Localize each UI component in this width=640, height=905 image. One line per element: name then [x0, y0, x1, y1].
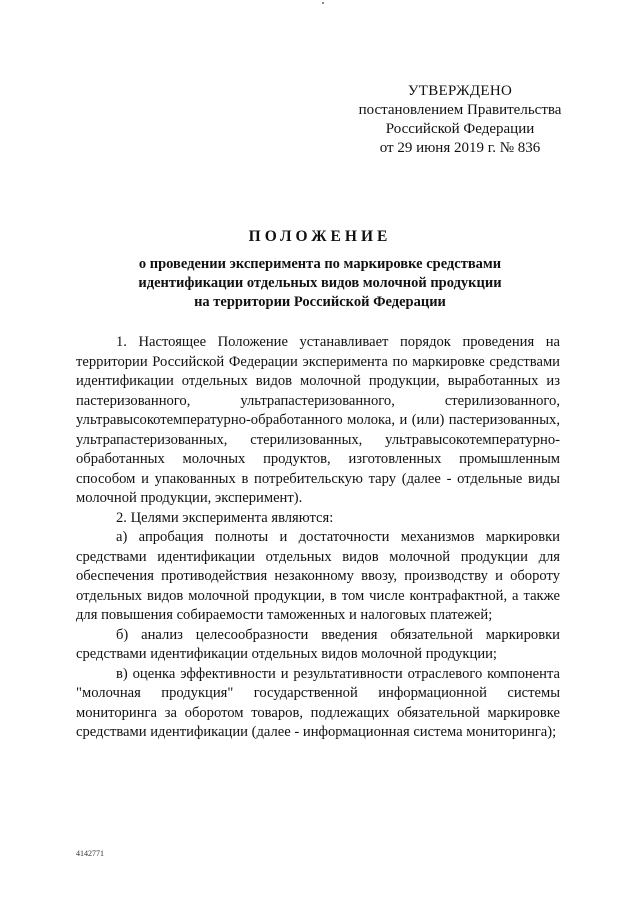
paragraph-1: 1. Настоящее Положение устанавливает порядок проведения на территории Российской Федерации эксперимента по маркировке средствами идентификации отдельных видов молочной продукции, выработанных из пастеризованного, ультрапастеризованного, стерилизованного, ультравысокотемпературно-обработанного молока, и (или) пастеризованных, ультрапастеризованных, стерилизованных, ультравысокотемпературно-обработанных молочных продуктов, изготовленных промышленным способом и упакованных в потребительскую тару (далее - отдельные виды молочной продукции, эксперимент).	[76, 334, 560, 506]
approval-title: УТВЕРЖДЕНО	[407, 83, 513, 99]
approval-line-2: Российской Федерации	[385, 121, 535, 137]
document-subtitle	[80, 255, 560, 312]
document-body	[76, 333, 560, 743]
subtitle-line-1: о проведении эксперимента по маркировке средствами	[138, 256, 502, 272]
document-number: 4142771	[76, 849, 104, 858]
subtitle-line-2: идентификации отдельных видов молочной продукции	[138, 275, 502, 291]
approval-line-1: постановлением Правительства	[358, 102, 562, 118]
page-dot	[322, 2, 324, 4]
paragraph-3: а) апробация полноты и достаточности механизмов маркировки средствами идентификации отдельных видов молочной продукции для обеспечения противодействия незаконному ввозу, производству и обороту отдельных видов молочной продукции, в том числе контрафактной, а также для повышения собираемости таможенных и налоговых платежей;	[76, 529, 560, 623]
approval-block	[340, 82, 580, 158]
paragraph-2: 2. Целями эксперимента являются:	[116, 509, 334, 526]
paragraph-4: б) анализ целесообразности введения обязательной маркировки средствами идентификации отдельных видов молочной продукции;	[76, 626, 560, 662]
paragraph-5: в) оценка эффективности и результативности отраслевого компонента "молочная продукция" государственной информационной системы мониторинга за оборотом товаров, подлежащих обязательной маркировке средствами идентификации (далее - информационная система мониторинга);	[76, 665, 560, 740]
subtitle-line-3: на территории Российской Федерации	[194, 294, 446, 310]
approval-line-3: от 29 июня 2019 г. № 836	[379, 140, 541, 156]
document-title: ПОЛОЖЕНИЕ	[248, 228, 392, 245]
